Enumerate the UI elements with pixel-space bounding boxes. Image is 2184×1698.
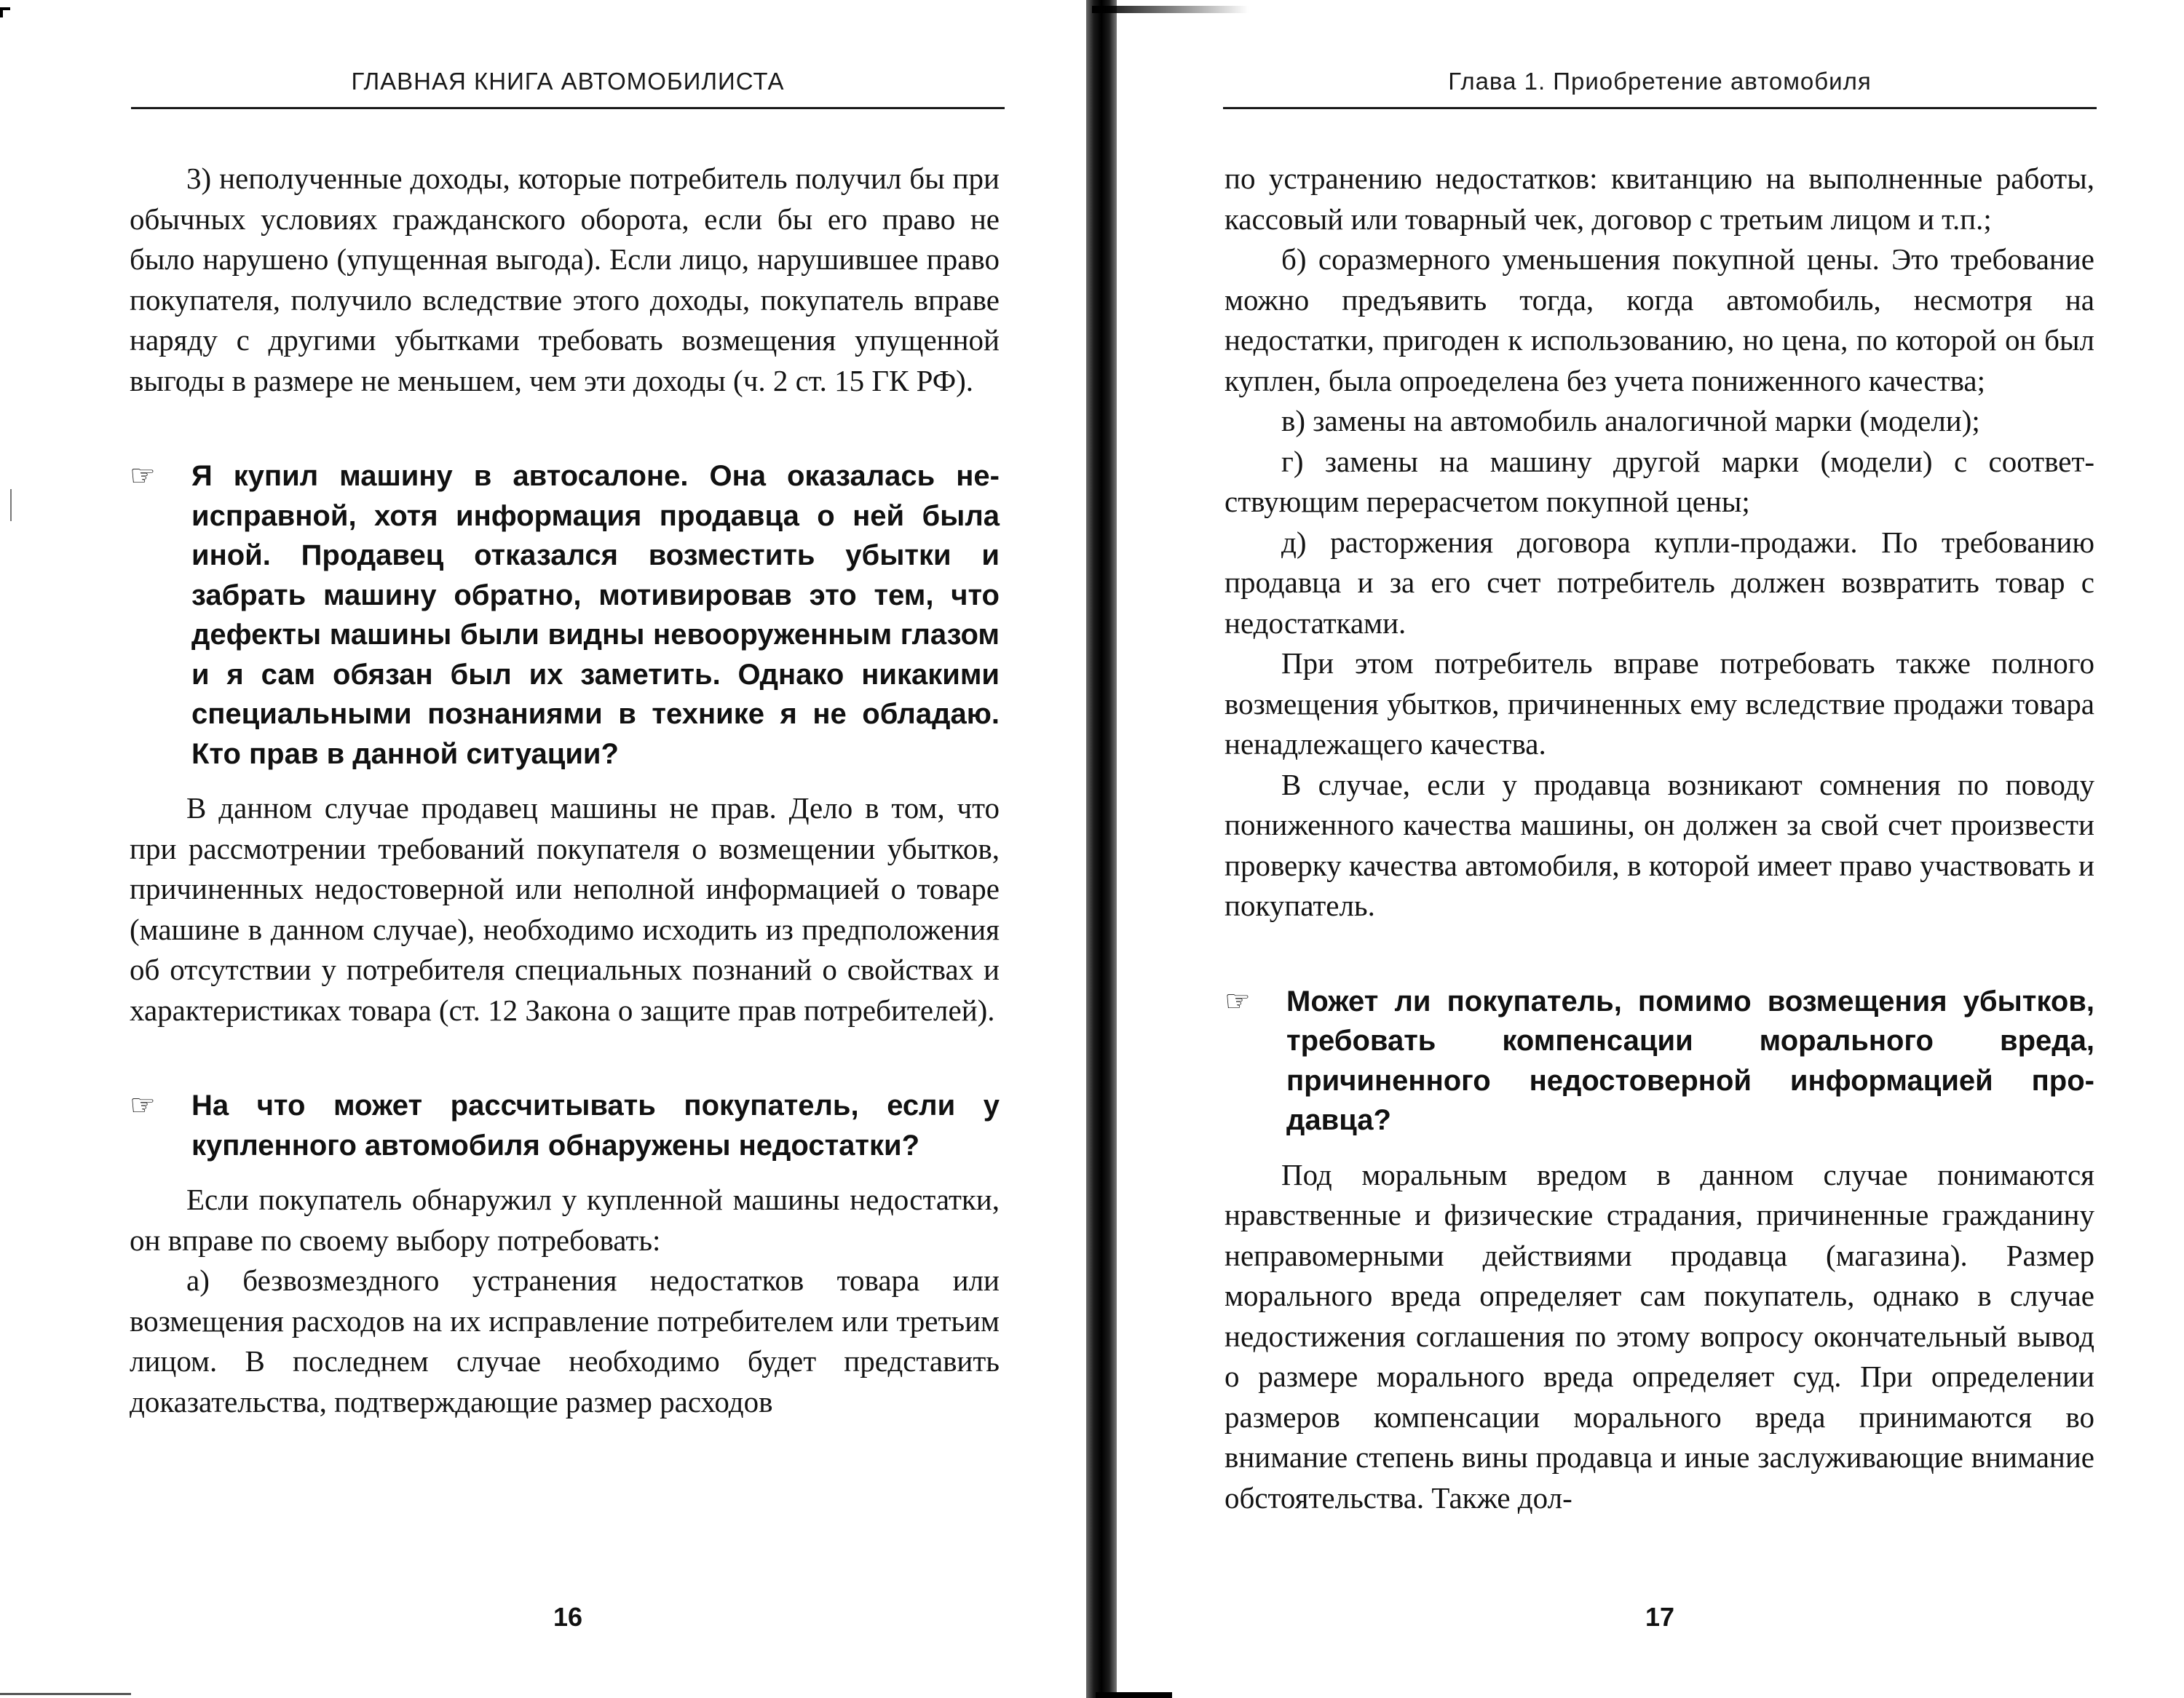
- right-question-1-text: Может ли покупатель, помимо возмещения убытков, требовать компенсации морального вреда, причиненного недостоверной информацией продавца?: [1286, 985, 2094, 1136]
- left-paragraph-2: В данном случае продавец машины не прав. Дело в том, что при рассмотрении требований покупателя о возмещении убытков, причиненных недостоверной или неполной информацией о товаре (машине в данном случае), необходимо исходить из предположения об отсутствии у потребителя специальных познаний о свойствах и характеристиках товара (ст. 12 Закона о защите прав потребителей).: [130, 791, 1000, 1027]
- left-question-2-text: На что может рассчитывать покупатель, если у купленного автомобиля обнаружены недостатки?: [191, 1090, 1000, 1162]
- right-paragraph-5: д) расторжения договора купли-продажи. По требованию продавца и за его счет потребитель должен возвратить товар с недостатками.: [1224, 525, 2094, 640]
- right-paragraph-4: г) замены на машину другой марки (модели) с соответствующим перерасчетом покупной цены;: [1224, 444, 2094, 518]
- pointing-hand-icon: ☞: [130, 1089, 156, 1122]
- right-paragraph-8: Под моральным вредом в данном случае понимаются нравственные и физические страдания, причиненные гражданину неправомерными действиями продавца (магазина). Размер морального вреда определяет сам покупатель, однако в случае недостижения соглашения по этому вопросу окончательный вывод о размере морального вреда определяет суд. При определении размеров компенсации морального вреда принимаются во внимание степень вины продавца и иные заслуживающие внимание обстоятельства. Также дол-: [1224, 1157, 2094, 1515]
- left-question-1-text: Я купил машину в автосалоне. Она оказалась неисправной, хотя информация продавца о ней была иной. Продавец отказался возместить убытки и забрать машину обратно, мотивировав это тем, что дефекты машины были видны невооруженным глазом и я сам обязан был их заметить. Однако никакими специальными познаниями в технике я не обладаю. Кто прав в данной ситуации?: [191, 460, 1000, 770]
- left-question-2: [130, 1086, 1000, 1165]
- right-paragraph-1: по устранению недостатков: квитанцию на выполненные работы, кассовый или товарный чек, договор с третьим лицом и т.п.;: [1224, 162, 2094, 236]
- left-text-column: [130, 159, 1000, 1422]
- right-page: [1092, 0, 2184, 1698]
- right-text-column: [1224, 159, 2094, 1518]
- right-page-number: 17: [1645, 1602, 1675, 1632]
- left-question-1: [130, 456, 1000, 774]
- right-paragraph-2: б) соразмерного уменьшения покупной цены. Это требование можно предъявить тогда, когда автомобиль, несмотря на недостатки, пригоден к использованию, но цена, по которой он был куплен, была опроеделена без учета пониженного качества;: [1224, 242, 2094, 397]
- right-paragraph-6: При этом потребитель вправе потребовать также полного возмещения убытков, причиненных ему вследствие продажи товара ненадлежащего качества.: [1224, 646, 2094, 761]
- left-running-header: ГЛАВНАЯ КНИГА АВТОМОБИЛИСТА: [131, 67, 1005, 109]
- right-running-header: Глава 1. Приобретение автомобиля: [1223, 67, 2097, 109]
- left-paragraph-4: а) безвозмездного устранения недостатков товара или возмещения расходов на их исправление потребителем или третьим лицом. В последнем случае необходимо будет представить доказательства, подтверждающие размер расходов: [130, 1263, 1000, 1419]
- right-paragraph-3: в) замены на автомобиль аналогичной марки (модели);: [1281, 404, 1980, 437]
- right-paragraph-7: В случае, если у продавца возникают сомнения по поводу пониженного качества машины, он должен за свой счет произвести проверку качества автомобиля, в которой имеет право участвовать и покупатель.: [1224, 767, 2094, 922]
- pointing-hand-icon: ☞: [1224, 984, 1251, 1018]
- pointing-hand-icon: ☞: [130, 459, 156, 493]
- left-page-number: 16: [553, 1602, 583, 1632]
- right-question-1: [1224, 982, 2094, 1140]
- left-paragraph-3: Если покупатель обнаружил у купленной машины недостатки, он вправе по своему выбору потребовать:: [130, 1183, 1000, 1257]
- left-paragraph-1: 3) неполученные доходы, которые потребитель получил бы при обычных условиях гражданского оборота, если бы его право не было нарушено (упущенная выгода). Если лицо, нарушившее право покупателя, получило вследствие этого доходы, покупатель вправе наряду с другими убытками требовать возмещения упущенной выгоды в размере не меньшем, чем эти доходы (ч. 2 ст. 15 ГК РФ).: [130, 162, 1000, 397]
